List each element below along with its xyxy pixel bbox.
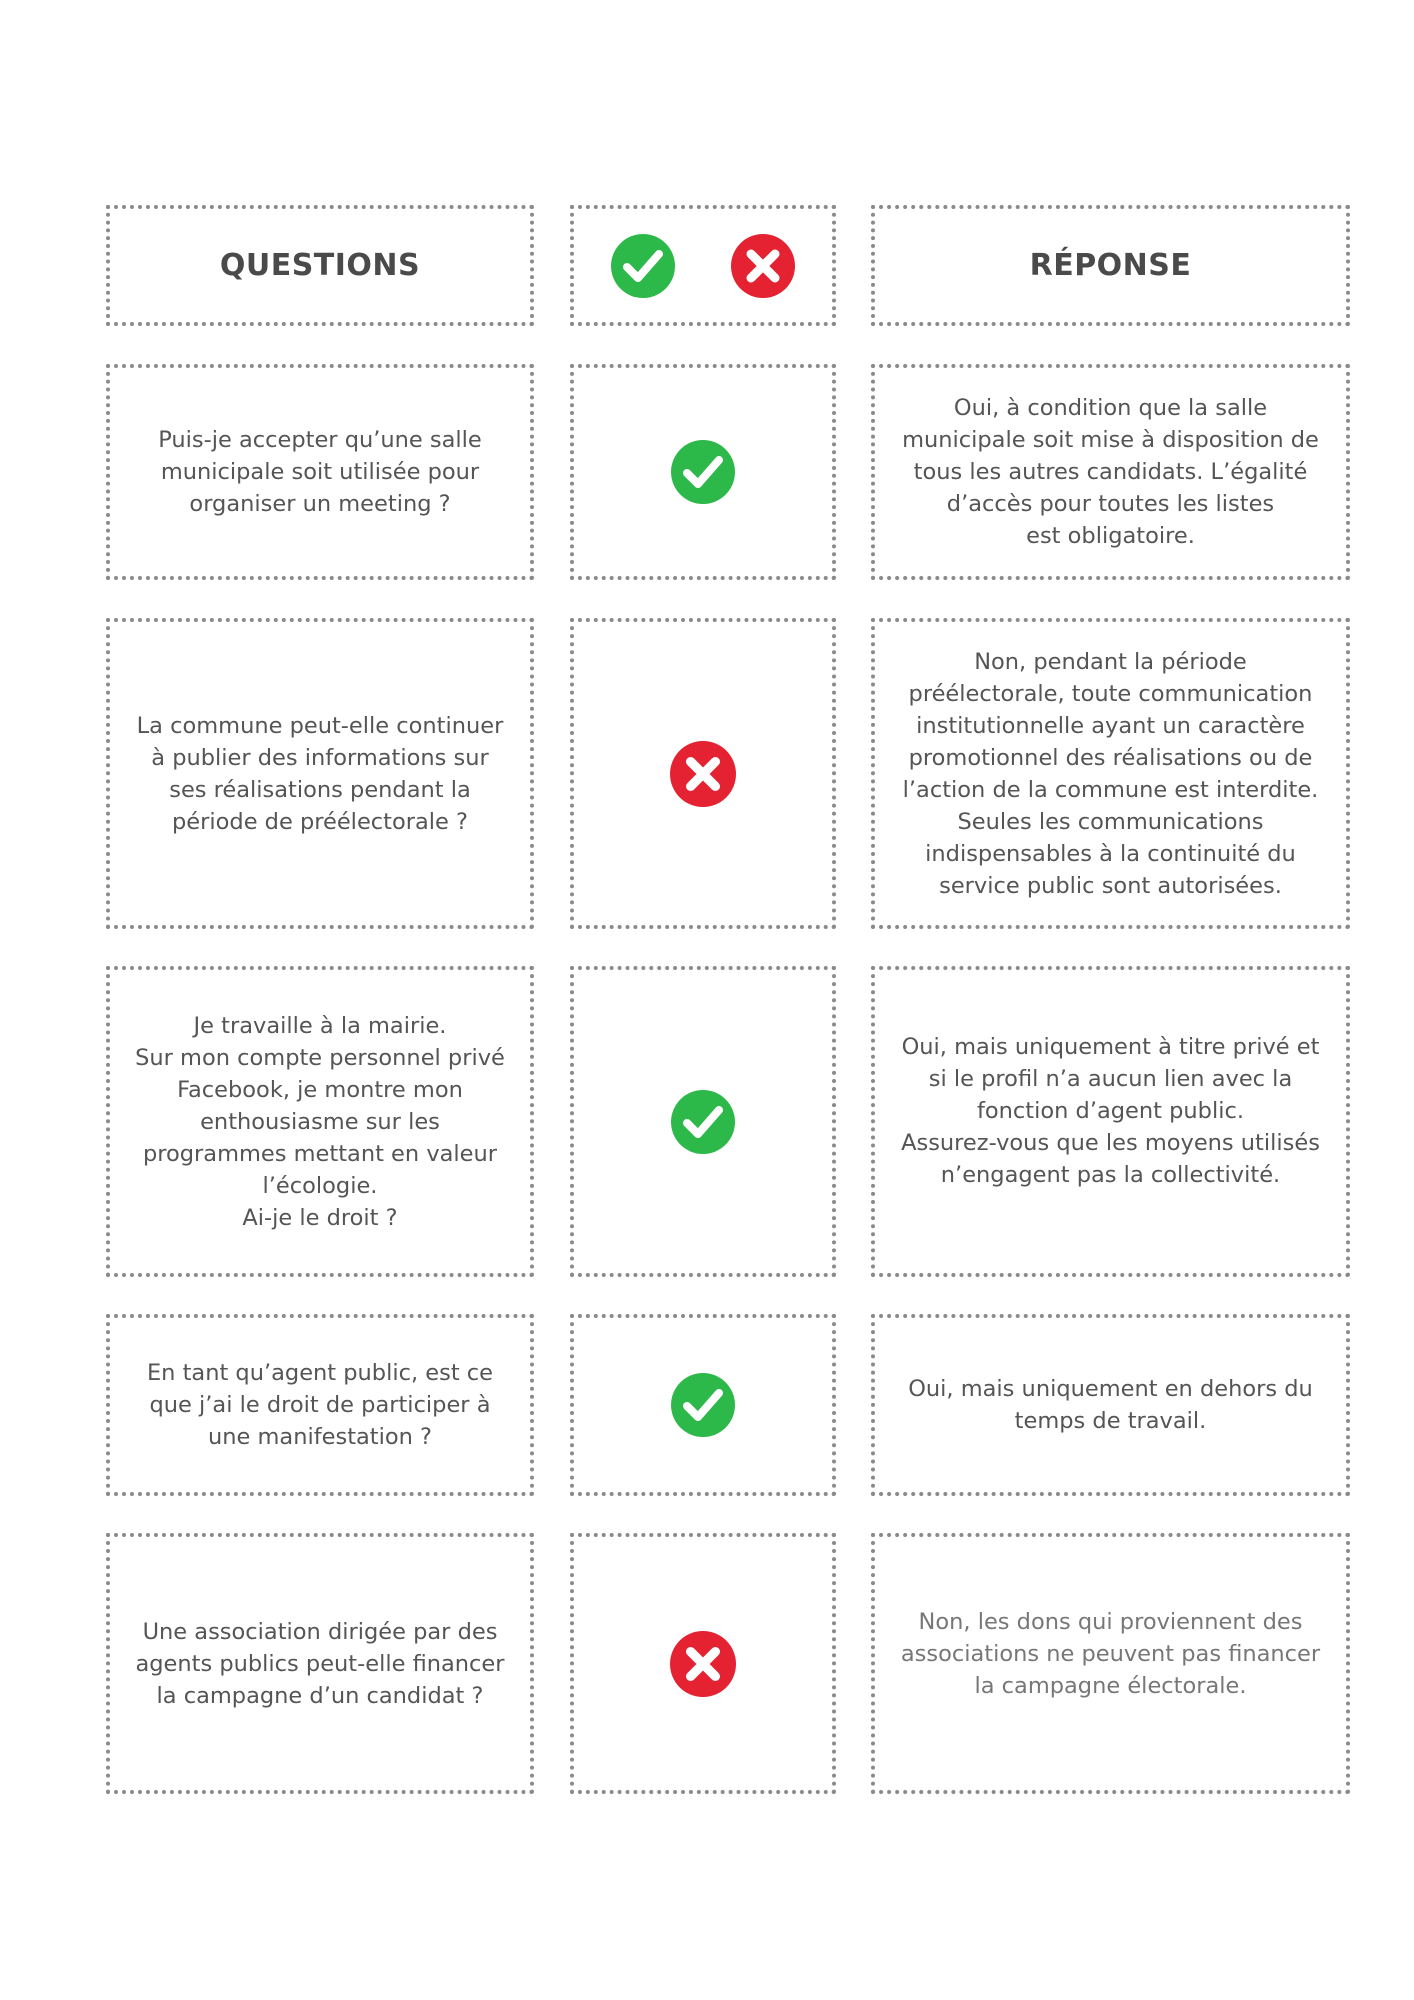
- verdict-cell-2: [570, 618, 836, 929]
- answer-cell-5: [871, 1533, 1350, 1794]
- check-icon: [671, 440, 735, 504]
- question-text: Je travaille à la mairie. Sur mon compte personnel privé Facebook, je montre mon enthousiasme sur les programmes mettant en valeur l’écologie. Ai-je le droit ?: [135, 1012, 505, 1231]
- check-icon: [671, 1090, 735, 1154]
- cross-icon: [670, 741, 736, 807]
- question-cell-5: [106, 1533, 534, 1794]
- answer-text: Non, pendant la période préélectorale, toute communication institutionnelle ayant un caractère promotionnel des réalisations ou de l’action de la commune est interdite. Seules les communications indispensables à la continuité du service public sont autorisées.: [902, 648, 1319, 899]
- answer-text: Oui, à condition que la salle municipale soit mise à disposition de tous les autres candidats. L’égalité d’accès pour toutes les listes est obligatoire.: [902, 395, 1319, 549]
- answer-header: [871, 205, 1350, 326]
- questions-header-label: QUESTIONS: [219, 248, 421, 283]
- question-text: La commune peut-elle continuer à publier des informations sur ses réalisations pendant la période de préélectorale ?: [136, 712, 504, 835]
- answer-header-label: RÉPONSE: [1029, 248, 1192, 283]
- check-icon: [611, 234, 675, 298]
- question-text: En tant qu’agent public, est ce que j’ai le droit de participer à une manifestation ?: [146, 1360, 494, 1450]
- question-cell-4: [106, 1314, 534, 1496]
- answer-cell-3: [871, 966, 1350, 1277]
- check-icon: [671, 1373, 735, 1437]
- verdict-cell-5: [570, 1533, 836, 1794]
- questions-header: [106, 205, 534, 326]
- verdict-cell-4: [570, 1314, 836, 1496]
- question-cell-1: [106, 364, 534, 580]
- answer-text: Non, les dons qui proviennent des associations ne peuvent pas financer la campagne électorale.: [900, 1608, 1321, 1699]
- verdict-cell-3: [570, 966, 836, 1277]
- answer-text: Oui, mais uniquement à titre privé et si le profil n’a aucun lien avec la fonction d’agent public. Assurez-vous que les moyens utilisés n’engagent pas la collectivité.: [901, 1033, 1320, 1188]
- verdict-cell-1: [570, 364, 836, 580]
- verdict-header: [570, 205, 836, 326]
- cross-icon: [670, 1631, 736, 1697]
- question-text: Une association dirigée par des agents publics peut-elle financer la campagne d’un candidat ?: [135, 1618, 505, 1709]
- answer-cell-4: [871, 1314, 1350, 1496]
- question-text: Puis-je accepter qu’une salle municipale soit utilisée pour organiser un meeting ?: [158, 427, 482, 517]
- question-cell-3: [106, 966, 534, 1277]
- answer-cell-2: [871, 618, 1350, 929]
- cross-icon: [731, 234, 795, 298]
- answer-text: Oui, mais uniquement en dehors du temps de travail.: [908, 1376, 1313, 1434]
- answer-cell-1: [871, 364, 1350, 580]
- question-cell-2: [106, 618, 534, 929]
